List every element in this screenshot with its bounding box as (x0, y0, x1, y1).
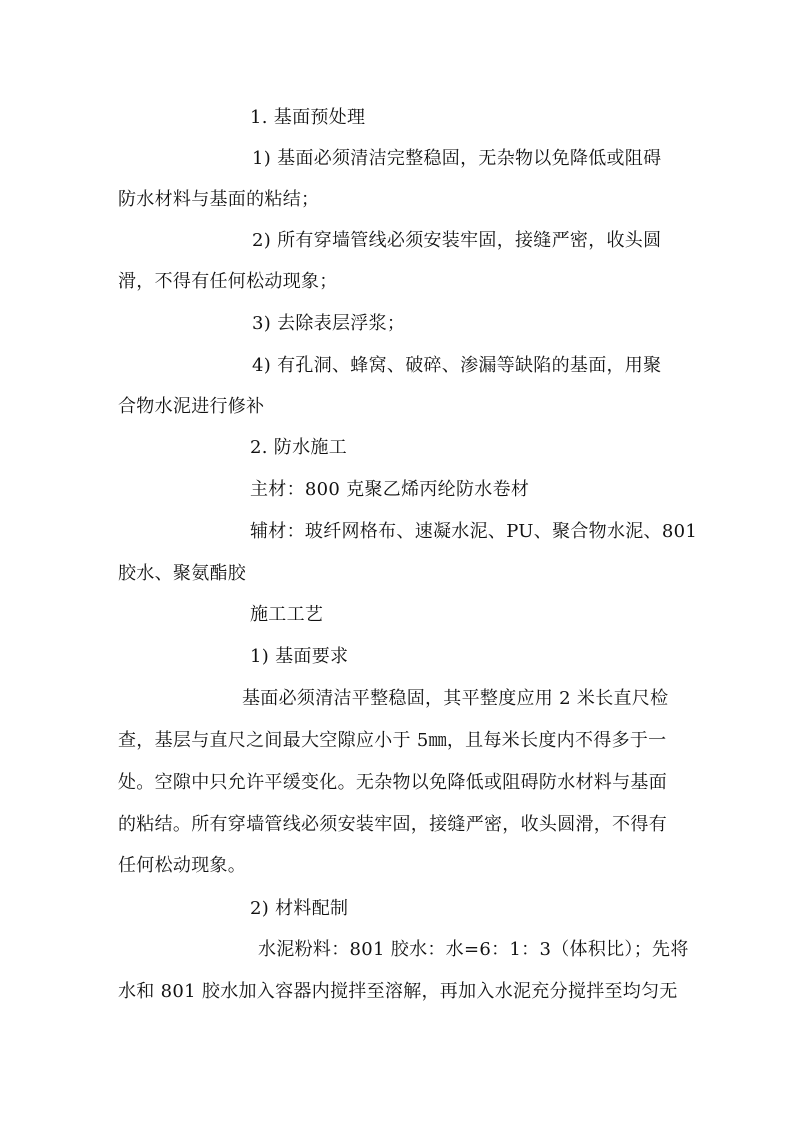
pretreatment-item-2-line-1: 2) 所有穿墙管线必须安装牢固，接缝严密，收头圆 (252, 230, 662, 251)
pretreatment-item-4-line-2: 合物水泥进行修补 (118, 396, 265, 417)
aux-material-line-2: 胶水、聚氨酯胶 (118, 563, 247, 584)
step-2-line-1: 水泥粉料：801 胶水：水=6：1：3（体积比）；先将 (258, 939, 689, 960)
section-heading-waterproofing: 2. 防水施工 (250, 437, 347, 458)
aux-material-line-1: 辅材：玻纤网格布、速凝水泥、PU、聚合物水泥、801 (250, 521, 698, 542)
main-material-line: 主材：800 克聚乙烯丙纶防水卷材 (250, 479, 530, 500)
pretreatment-item-1-line-2: 防水材料与基面的粘结； (118, 189, 320, 210)
step-1-title: 1) 基面要求 (250, 646, 349, 667)
section-heading-pretreatment: 1. 基面预处理 (250, 107, 366, 128)
step-1-line-4: 的粘结。所有穿墙管线必须安装牢固，接缝严密，收头圆滑，不得有 (118, 814, 667, 835)
step-1-line-5: 任何松动现象。 (118, 855, 247, 876)
step-1-line-3: 处。空隙中只允许平缓变化。无杂物以免降低或阻碍防水材料与基面 (118, 772, 667, 793)
step-2-line-2: 水和 801 胶水加入容器内搅拌至溶解，再加入水泥充分搅拌至均匀无 (118, 981, 678, 1002)
pretreatment-item-3-line-1: 3) 去除表层浮浆； (252, 313, 406, 334)
process-title: 施工工艺 (250, 604, 324, 625)
step-1-line-1: 基面必须清洁平整稳固，其平整度应用 2 米长直尺检 (242, 688, 669, 709)
pretreatment-item-4-line-1: 4) 有孔洞、蜂窝、破碎、渗漏等缺陷的基面，用聚 (252, 355, 662, 376)
step-2-title: 2) 材料配制 (250, 898, 349, 919)
step-1-line-2: 查，基层与直尺之间最大空隙应小于 5㎜，且每米长度内不得多于一 (118, 730, 667, 751)
pretreatment-item-1-line-1: 1) 基面必须清洁完整稳固，无杂物以免降低或阻碍 (252, 148, 662, 169)
pretreatment-item-2-line-2: 滑，不得有任何松动现象； (118, 271, 338, 292)
